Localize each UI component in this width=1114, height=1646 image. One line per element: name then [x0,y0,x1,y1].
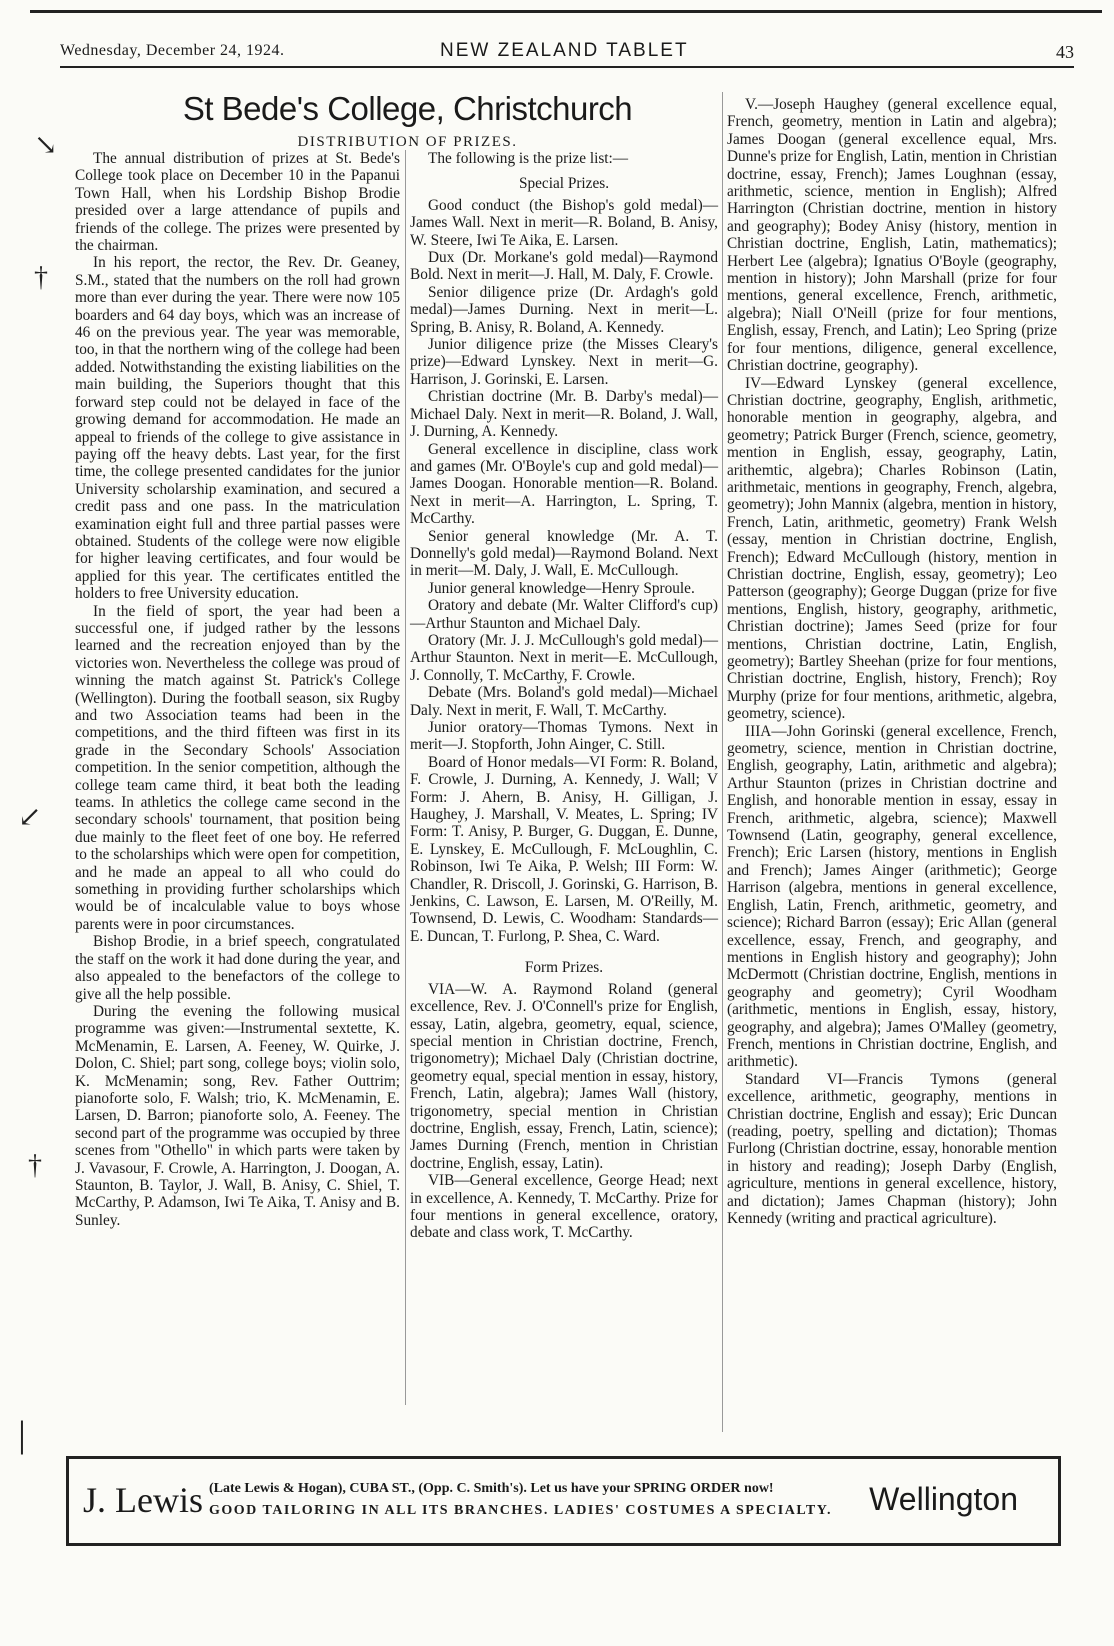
special-prizes-heading: Special Prizes. [518,175,610,193]
column-2 [410,150,718,1242]
page-header [60,38,1074,68]
article-subtitle: DISTRIBUTION OF PRIZES. [297,134,518,150]
top-rule [30,10,1102,13]
prize-entry: Dux (Dr. Morkane's gold medal)—Raymond Bold. Next in merit—J. Hall, M. Daly, F. Crowle. [410,249,718,284]
advertiser-name: J. Lewis [83,1480,203,1520]
prize-intro: The following is the prize list:— [428,150,629,167]
prize-entry: VIB—General excellence, George Head; next in excellence, A. Kennedy, T. McCarthy. Prize for four mentions in general excellence, oratory, debate and class work, T. McCarthy. [410,1172,718,1242]
margin-mark-icon: │ [12,1422,32,1453]
article-title: St Bede's College, Christchurch [182,90,633,127]
advert-city: Wellington [869,1481,1018,1517]
paragraph: Standard VI—Francis Tymons (general excellence, arithmetic, geography, mentions in Christian doctrine, English and essay); Eric Duncan (reading, poetry, spelling and dictation); Thomas Furlong (Christian doctrine, essay, honorable mention in history and reading); Joseph Darby (English, agriculture, mentions in general excellence, history, and dictation); James Chapman (history); John Kennedy (writing and practical agriculture). [727,1070,1057,1227]
column-3 [727,96,1057,1227]
column-1 [75,150,400,1229]
prize-entry: General excellence in discipline, class work and games (Mr. O'Boyle's cup and gold medal)—James Doogan. Honorable mention—R. Boland. Next in merit—A. Harrington, L. Spring, T. McCarthy. [410,440,718,528]
prize-entry: Oratory (Mr. J. J. McCullough's gold medal)—Arthur Staunton. Next in merit—E. McCullough, J. Connolly, T. McCarthy, F. Crowle. [410,631,718,684]
prize-entry: Board of Honor medals—VI Form: R. Boland, F. Crowle, J. Durning, A. Kennedy, J. Wall; V Form: J. Ahern, B. Anisy, H. Gilligan, J. Haughey, J. Marshall, V. Meates, L. Spring; IV Form: T. Anisy, P. Burger, G. Duggan, E. Dunne, E. Lynskey, E. McCullough, F. McLoughlin, C. Robinson, Iwi Te Aika, P. Welsh; III Form: W. Chandler, R. Driscoll, J. Gorinski, G. Harrison, B. Jenkins, C. Lawson, E. Larsen, M. O'Reilly, M. Townsend, D. Lewis, C. Woodham: Standards—E. Duncan, T. Furlong, P. Shea, C. Ward. [410,753,718,945]
header-rule [60,66,1074,68]
form-prizes-heading: Form Prizes. [524,959,604,977]
margin-mark-icon: ↘ [34,130,58,161]
paragraph: Bishop Brodie, in a brief speech, congratulated the staff on the work it had done during the year, and also appealed to the benefactors of the college to give all the help possible. [75,933,400,1003]
prize-entry: Oratory and debate (Mr. Walter Clifford's cup)—Arthur Staunton and Michael Daly. [410,597,718,632]
paragraph: In his report, the rector, the Rev. Dr. Geaney, S.M., stated that the numbers on the roll had grown more than ever during the year. There were now 105 boarders and 64 day boys, which was an increase of 46 on the previous year. The year was memorable, too, in that the northern wing of the college had been added. Notwithstanding the existing liabilities on the main building, the Superiors thought that this forward step could not be delayed in face of the growing demand for accommodation. He made an appeal to friends of the college to give assistance in paying off the heavy debts. Last year, for the first time, the college presented candidates for the junior University scholarship examination, and secured a credit pass and one pass. In the matriculation examination eight full and three partial passes were obtained. Students of the college were now eligible for higher leaving certificates, and four would be applied for this year. The certificates entitled the holders to free University education. [75,254,400,603]
paragraph: IIIA—John Gorinski (general excellence, French, geometry, science, mention in Christian doctrine, English, geography, Latin, arithmetic and algebra); Arthur Staunton (prizes in Christian doctrine and English, and honorable mention in essay, essay in French, arithmetic, algebra, science); Maxwell Townsend (Latin, geography, general excellence, French); Eric Larsen (history, mentions in English and French); James Ainger (arithmetic); George Harrison (algebra, mentions in general excellence, English, Latin, French, arithmetic, geometry, and science); Richard Barron (essay); Eric Allan (general excellence, essay, French, and geography, and mentions in English history and geography); John McDermott (Christian doctrine, English, mentions in geography and geometry); Cyril Woodham (arithmetic, mentions in English, essay, history, geography, and algebra); James O'Malley (geometry, French, mentions in Christian doctrine, English, and arithmetic). [727,722,1057,1071]
prize-entry: Junior general knowledge—Henry Sproule. [428,579,695,597]
page-number: 43 [1056,42,1074,62]
paragraph: In the field of sport, the year had been a successful one, if judged rather by the lessons learned and the recreation enjoyed than by the victories won. Nevertheless the college was proud of winning the match against St. Patrick's College (Wellington). During the football season, six Rugby and two Association teams had been in the competitions, and the third fifteen was first in its grade in the Secondary Schools' Association competition. In the senior competition, although the college team came third, it beat both the leading teams. In athletics the college came second in the secondary schools' tournament, that position being due mainly to the fleet feet of one boy. He referred to the scholarships which were open for competition, and he made an appeal to all who could do something in providing further scholarships which would be of incalculable value to boys whose parents were in poor circumstances. [75,602,400,933]
prize-entry: Senior diligence prize (Dr. Ardagh's gold medal)—James Durning. Next in merit—L. Spring, B. Anisy, R. Boland, A. Kennedy. [410,283,718,336]
margin-mark-icon: † [28,1150,42,1181]
prize-entry: Senior general knowledge (Mr. A. T. Donnelly's gold medal)—Raymond Boland. Next in merit—M. Daly, J. Wall, E. McCullough. [410,527,718,580]
prize-entry: Christian doctrine (Mr. B. Darby's medal)—Michael Daly. Next in merit—R. Boland, J. Wall, J. Durning, A. Kennedy. [410,388,718,441]
paragraph: The annual distribution of prizes at St. Bede's College took place on December 10 in the Papanui Town Hall, when his Lordship Bishop Brodie presided over a large attendance of pupils and friends of the college. The prizes were presented by the chairman. [75,150,400,255]
prize-entry: VIA—W. A. Raymond Roland (general excellence, Rev. J. O'Connell's prize for English, essay, Latin, algebra, geometry, equal, science, special mention in Christian doctrine, French, trigonometry); Michael Daly (Christian doctrine, geometry equal, special mention in essay, history, French, Latin, algebra); James Wall (history, trigonometry, special mention in Christian doctrine, English, essay, French, Latin, science); James Durning (French, mention in Christian doctrine, English, essay, Latin). [410,980,718,1172]
margin-mark-icon: † [34,262,48,293]
prize-entry: Junior diligence prize (the Misses Cleary's prize)—Edward Lynskey. Next in merit—G. Harrison, J. Gorinski, E. Larsen. [410,336,718,388]
margin-mark-icon: ↙ [18,802,42,833]
newspaper-title: NEW ZEALAND TABLET [440,40,689,61]
issue-date: Wednesday, December 24, 1924. [60,42,285,59]
prize-entry: Junior oratory—Thomas Tymons. Next in merit—J. Stopforth, John Ainger, C. Still. [410,719,718,754]
paragraph: IV—Edward Lynskey (general excellence, Christian doctrine, geography, English, arithmetic, honorable mention in geography, algebra, and geometry; Patrick Burger (French, science, geometry, mention in English, essay, geography, Latin, arithemtic, algebra); Charles Robinson (Latin, arithmetaic, mentions in geography, French, algebra, geometry); John Mannix (algebra, mention in history, French, Latin, arithmetic, geometry) Frank Welsh (essay, mention in Christian doctrine, English, French); Edward McCullough (history, mention in Christian doctrine, English, essay, geometry); Leo Patterson (geography); George Duggan (prize for five mentions, English, history, geography, arithmetic, Christian doctrine); James Seed (prize for four mentions, Christian doctrine, Latin, English, geometry); Bartley Sheehan (prize for four mentions, Christian doctrine, English, history, French); Roy Murphy (prize for four mentions, arithmetic, algebra, geometry, science). [727,374,1057,723]
advert-line-2: GOOD TAILORING IN ALL ITS BRANCHES. LADIES' COSTUMES A SPECIALTY. [209,1503,833,1518]
prize-entry: Good conduct (the Bishop's gold medal)—James Wall. Next in merit—R. Boland, B. Anisy, W. Steere, Iwi Te Aika, E. Larsen. [410,196,718,249]
paragraph: V.—Joseph Haughey (general excellence equal, French, geometry, mention in Latin and algebra); James Doogan (general excellence equal, Mrs. Dunne's prize for English, Latin, mention in Christian doctrine, essay, French); James Loughnan (essay, arithmetic, science, mention in English); Alfred Harrington (Christian doctrine, mention in history and geography); Bodey Anisy (history, mention in Christian doctrine, English, Latin, mathematics); Herbert Lee (algebra); Ignatius O'Boyle (geography, mention in history); John Marshall (prize for four mentions, general excellence, French, arithmetic, algebra); Niall O'Neill (prize for four mentions, English, essay, French, and Latin); Leo Spring (prize for four mentions, diligence, general excellence, Christian doctrine, geography). [727,96,1057,375]
column-rule-2 [722,92,723,1432]
advert-line-1: (Late Lewis & Hogan), CUBA ST., (Opp. C. Smith's). Let us have your SPRING ORDER now! [209,1481,774,1496]
column-rule-1 [405,150,406,1405]
prize-entry: Debate (Mrs. Boland's gold medal)—Michael Daly. Next in merit, F. Wall, T. McCarthy. [410,684,718,719]
advertisement-box [66,1456,1061,1546]
paragraph: During the evening the following musical programme was given:—Instrumental sextette, K. McMenamin, E. Larsen, A. Feeney, W. Quirke, J. Dolon, C. Shiel; part song, college boys; violin solo, K. McMenamin; song, Rev. Father Outtrim; pianoforte solo, F. Walsh; trio, K. McMenamin, E. Larsen, D. Barron; pianoforte solo, A. Feeney. The second part of the programme was occupied by three scenes from "Othello" in which parts were taken by J. Vavasour, F. Crowle, A. Harrington, J. Doogan, A. Staunton, B. Taylor, J. Wall, B. Anisy, C. Shiel, T. McCarthy, P. Adamson, Iwi Te Aika, T. Anisy and B. Sunley. [75,1002,400,1229]
